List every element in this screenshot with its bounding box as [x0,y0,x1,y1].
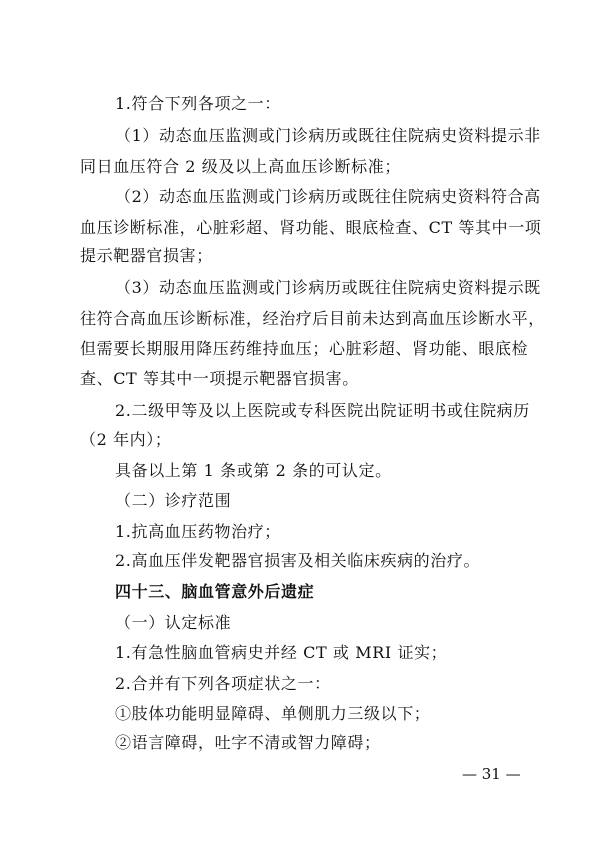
page-number: — 31 — [462,765,521,783]
section-heading-43: 四十三、脑血管意外后遗症 [115,582,315,601]
criteria-item-3-line-2: 往符合高血压诊断标准，经治疗后目前未达到高血压诊断水平， [80,309,545,328]
criteria-intro: 1.符合下列各项之一： [115,94,281,113]
criteria-43-item-1: 1.有急性脑血管病史并经 CT 或 MRI 证实； [115,643,448,662]
criteria-2-line-1: 2.二级甲等及以上医院或专科医院出院证明书或住院病历 [115,401,530,420]
criteria-item-2-line-3: 提示靶器官损害； [80,246,213,265]
criteria-43-item-2: 2.合并有下列各项症状之一： [115,674,331,693]
criteria-item-3-line-4: 查、CT 等其中一项提示靶器官损害。 [80,369,359,388]
criteria-item-1-line-2: 同日血压符合 2 级及以上高血压诊断标准； [80,157,401,176]
symptom-item-2: ②语言障碍，吐字不清或智力障碍； [115,733,381,752]
criteria-item-2-line-2: 血压诊断标准，心脏彩超、肾功能、眼底检查、CT 等其中一项 [80,218,542,237]
treatment-item-1: 1.抗高血压药物治疗； [115,522,281,541]
treatment-item-2: 2.高血压伴发靶器官损害及相关临床疾病的治疗。 [115,551,481,570]
criteria-item-3-line-3: 但需要长期服用降压药维持血压；心脏彩超、肾功能、眼底检 [80,339,529,358]
symptom-item-1: ①肢体功能明显障碍、单侧肌力三级以下； [115,704,431,723]
criteria-conclusion: 具备以上第 1 条或第 2 条的可认定。 [115,461,392,480]
criteria-item-3-line-1: （3）动态血压监测或门诊病历或既往住院病史资料提示既 [115,278,541,297]
criteria-item-1-line-1: （1）动态血压监测或门诊病历或既往住院病史资料提示非 [115,126,541,145]
subsection-criteria: （一）认定标准 [115,613,232,632]
criteria-item-2-line-1: （2）动态血压监测或门诊病历或既往住院病史资料符合高 [115,187,541,206]
criteria-2-line-2: （2 年内）； [80,430,172,449]
section-treatment-scope: （二）诊疗范围 [115,491,232,510]
